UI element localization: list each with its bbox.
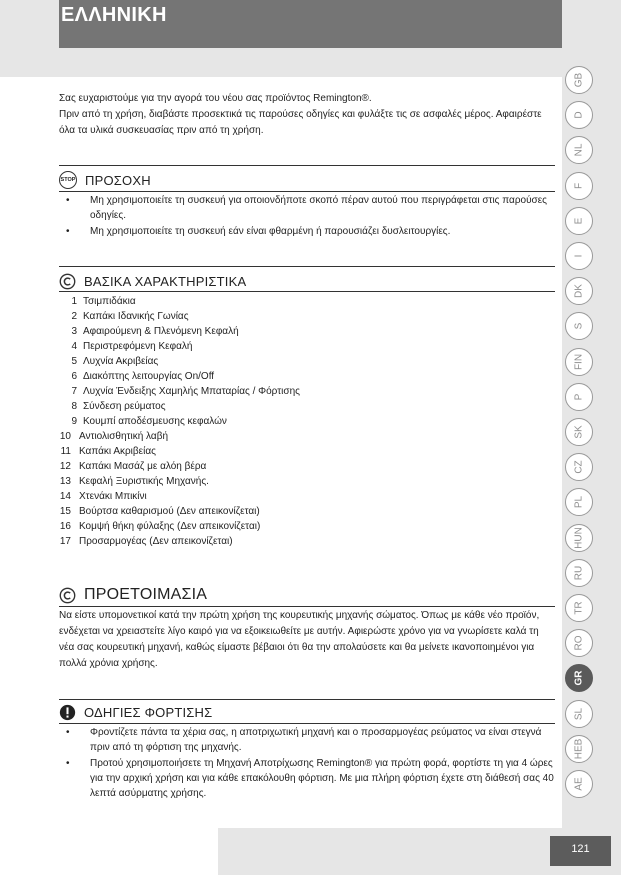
feature-item — [59, 459, 479, 474]
language-tab-label: S — [573, 323, 585, 330]
language-tab-label: SL — [573, 707, 585, 720]
language-tab-ru[interactable] — [565, 559, 593, 587]
language-tab-label: I — [573, 254, 585, 258]
language-tab-label: PL — [573, 496, 585, 509]
list-item: • Προτού χρησιμοποιήσετε τη Μηχανή Αποτρίχωσης Remington® για πρώτη φορά, φορτίστε τη για 4 ώρες για την αρχική χρήση και για κάθε επακόλουθη φόρτιση. Με μια πλήρη φόρτιση έχετε στη διάθεσή σας 40 λεπτά ασύρματης χρήσης. — [64, 756, 554, 801]
feature-label: Τσιμπιδάκια — [83, 296, 136, 307]
feature-label: Διακόπτης λειτουργίας On/Off — [83, 371, 215, 382]
language-tab-label: CZ — [573, 460, 585, 474]
feature-number: 14 — [59, 491, 71, 502]
language-tab-label: GR — [573, 670, 585, 686]
language-tabs — [565, 66, 595, 816]
feature-label: Περιστρεφόμενη Κεφαλή — [83, 341, 193, 352]
feature-item — [59, 519, 479, 534]
intro-line-1: Σας ευχαριστούμε για την αγορά του νέου σας προϊόντος Remington®. — [59, 93, 372, 104]
feature-label: Καπάκι Ιδανικής Γωνίας — [83, 311, 189, 322]
language-tab-gr[interactable] — [565, 664, 593, 692]
language-tab-label: E — [573, 217, 585, 225]
page-number: 121 — [571, 843, 590, 855]
features-list — [59, 294, 479, 549]
feature-label: Λυχνία Ακριβείας — [83, 356, 159, 367]
language-tab-f[interactable] — [565, 172, 593, 200]
language-tab-ae[interactable] — [565, 770, 593, 798]
feature-label: Χτενάκι Μπικίνι — [79, 491, 147, 502]
feature-number: 9 — [71, 416, 77, 427]
language-tab-label: RO — [573, 635, 585, 651]
feature-number: 13 — [59, 476, 71, 487]
feature-number: 8 — [71, 401, 77, 412]
feature-label: Αφαιρούμενη & Πλενόμενη Κεφαλή — [83, 326, 239, 337]
feature-label: Καπάκι Ακριβείας — [79, 446, 156, 457]
language-tab-ro[interactable] — [565, 629, 593, 657]
feature-label: Κουμπί αποδέσμευσης κεφαλών — [83, 416, 227, 427]
list-item: • Φροντίζετε πάντα τα χέρια σας, η αποτριχωτική μηχανή και ο προσαρμογέας ρεύματος να είναι στεγνά πριν από τη φόρτιση της μηχανής. — [64, 725, 554, 755]
feature-item — [59, 414, 479, 429]
feature-label: Προσαρμογέας (Δεν απεικονίζεται) — [79, 536, 233, 547]
feature-item — [59, 504, 479, 519]
feature-label: Σύνδεση ρεύματος — [83, 401, 166, 412]
page-title: ΕΛΛΗΝΙΚΗ — [61, 4, 167, 26]
language-tab-heb[interactable] — [565, 735, 593, 763]
feature-number: 12 — [59, 461, 71, 472]
language-tab-sl[interactable] — [565, 700, 593, 728]
feature-label: Λυχνία Ένδειξης Χαμηλής Μπαταρίας / Φόρτισης — [83, 386, 300, 397]
feature-number: 2 — [71, 311, 77, 322]
warning-icon — [59, 704, 76, 721]
language-tab-label: HUN — [573, 526, 585, 549]
feature-item — [59, 339, 479, 354]
feature-item — [59, 429, 479, 444]
feature-item — [59, 474, 479, 489]
feature-number: 15 — [59, 506, 71, 517]
feature-number: 16 — [59, 521, 71, 532]
feature-item — [59, 489, 479, 504]
language-tab-label: F — [573, 182, 585, 189]
feature-number: 6 — [71, 371, 77, 382]
feature-label: Καπάκι Μασάζ με αλόη βέρα — [79, 461, 207, 472]
language-tab-label: RU — [573, 565, 585, 581]
language-tab-label: D — [573, 111, 585, 119]
feature-item — [59, 399, 479, 414]
language-tab-label: HEB — [573, 738, 585, 760]
section-rule — [59, 291, 555, 292]
language-tab-label: TR — [573, 601, 585, 615]
features-heading — [59, 273, 246, 290]
language-tab-fin[interactable] — [565, 348, 593, 376]
list-item: • Μη χρησιμοποιείτε τη συσκευή για οποιονδήποτε σκοπό πέραν αυτού που περιγράφεται στις παρούσες οδηγίες. — [64, 193, 554, 223]
preparation-text: Να είστε υπομονετικοί κατά την πρώτη χρήση της κουρευτικής μηχανής σώματος. Όπως με κάθε νέο προϊόν, ενδέχεται να χρειαστείτε λίγο καιρό για να εξοικειωθείτε με αυτήν. Αφιερώστε χρόνο για να γνωρίσετε καλά τη νέα σας κουρευτική μηχανή, καθώς είμαστε βέβαιοι ότι θα την απολαύσετε και θα μείνετε ικανοποιημένοι για πολλά χρόνια χρήσης. — [59, 610, 540, 669]
caution-heading — [59, 171, 151, 189]
intro-line-2: Πριν από τη χρήση, διαβάστε προσεκτικά τις παρούσες οδηγίες και φυλάξτε τις σε ασφαλές μέρος. Αφαιρέστε όλα τα υλικά συσκευασίας πριν από τη χρήση. — [59, 109, 542, 136]
language-tab-label: FIN — [573, 353, 585, 370]
preparation-title: ΠΡΟΕΤΟΙΜΑΣΙΑ — [84, 586, 208, 603]
feature-item — [59, 354, 479, 369]
feature-number: 7 — [71, 386, 77, 397]
language-tab-e[interactable] — [565, 207, 593, 235]
language-tab-dk[interactable] — [565, 277, 593, 305]
language-tab-label: AE — [573, 777, 585, 791]
language-tab-pl[interactable] — [565, 488, 593, 516]
feature-number: 10 — [59, 431, 71, 442]
language-tab-label: P — [573, 393, 585, 401]
language-tab-i[interactable] — [565, 242, 593, 270]
feature-number: 5 — [71, 356, 77, 367]
language-tab-label: DK — [573, 284, 585, 299]
feature-number: 11 — [60, 446, 71, 457]
language-tab-d[interactable] — [565, 101, 593, 129]
stop-icon: STOP — [59, 171, 77, 189]
feature-label: Βούρτσα καθαρισμού (Δεν απεικονίζεται) — [79, 506, 260, 517]
caution-title: ΠΡΟΣΟΧΗ — [85, 172, 151, 188]
section-rule — [59, 723, 555, 724]
language-tab-s[interactable] — [565, 312, 593, 340]
section-rule — [59, 191, 555, 192]
feature-item — [59, 369, 479, 384]
section-rule — [59, 266, 555, 267]
feature-item — [59, 294, 479, 309]
feature-item — [59, 534, 479, 549]
intro — [59, 91, 549, 139]
charging-heading — [59, 704, 212, 721]
feature-label: Αντιολισθητική λαβή — [79, 431, 169, 442]
feature-item — [59, 324, 479, 339]
preparation-heading — [59, 586, 207, 604]
language-tab-label: GB — [573, 72, 585, 88]
language-tab-label: SK — [573, 425, 585, 439]
language-tab-hun[interactable] — [565, 524, 593, 552]
language-tab-gb[interactable] — [565, 66, 593, 94]
feature-number: 4 — [71, 341, 77, 352]
feature-label: Κεφαλή Ξυριστικής Μηχανής. — [79, 476, 209, 487]
caution-list — [64, 193, 554, 240]
language-tab-sk[interactable] — [565, 418, 593, 446]
c-circle-icon — [59, 273, 76, 290]
feature-item — [59, 309, 479, 324]
feature-number: 1 — [71, 296, 77, 307]
section-rule — [59, 699, 555, 700]
features-title: ΒΑΣΙΚΑ ΧΑΡΑΚΤΗΡΙΣΤΙΚΑ — [84, 274, 247, 289]
section-rule — [59, 606, 555, 607]
language-tab-p[interactable] — [565, 383, 593, 411]
feature-item — [59, 384, 479, 399]
charging-list — [64, 725, 554, 802]
list-item: • Μη χρησιμοποιείτε τη συσκευή εάν είναι φθαρμένη ή παρουσιάζει δυσλειτουργίες. — [64, 224, 554, 239]
language-tab-cz[interactable] — [565, 453, 593, 481]
section-rule — [59, 165, 555, 166]
language-tab-nl[interactable] — [565, 136, 593, 164]
feature-number: 3 — [71, 326, 77, 337]
language-tab-label: NL — [573, 143, 585, 157]
feature-number: 17 — [59, 536, 71, 547]
feature-label: Κομψή θήκη φύλαξης (Δεν απεικονίζεται) — [79, 521, 261, 532]
language-tab-tr[interactable] — [565, 594, 593, 622]
c-circle-icon — [59, 587, 76, 604]
charging-title: ΟΔΗΓΙΕΣ ΦΟΡΤΙΣΗΣ — [84, 705, 213, 720]
feature-item — [59, 444, 479, 459]
